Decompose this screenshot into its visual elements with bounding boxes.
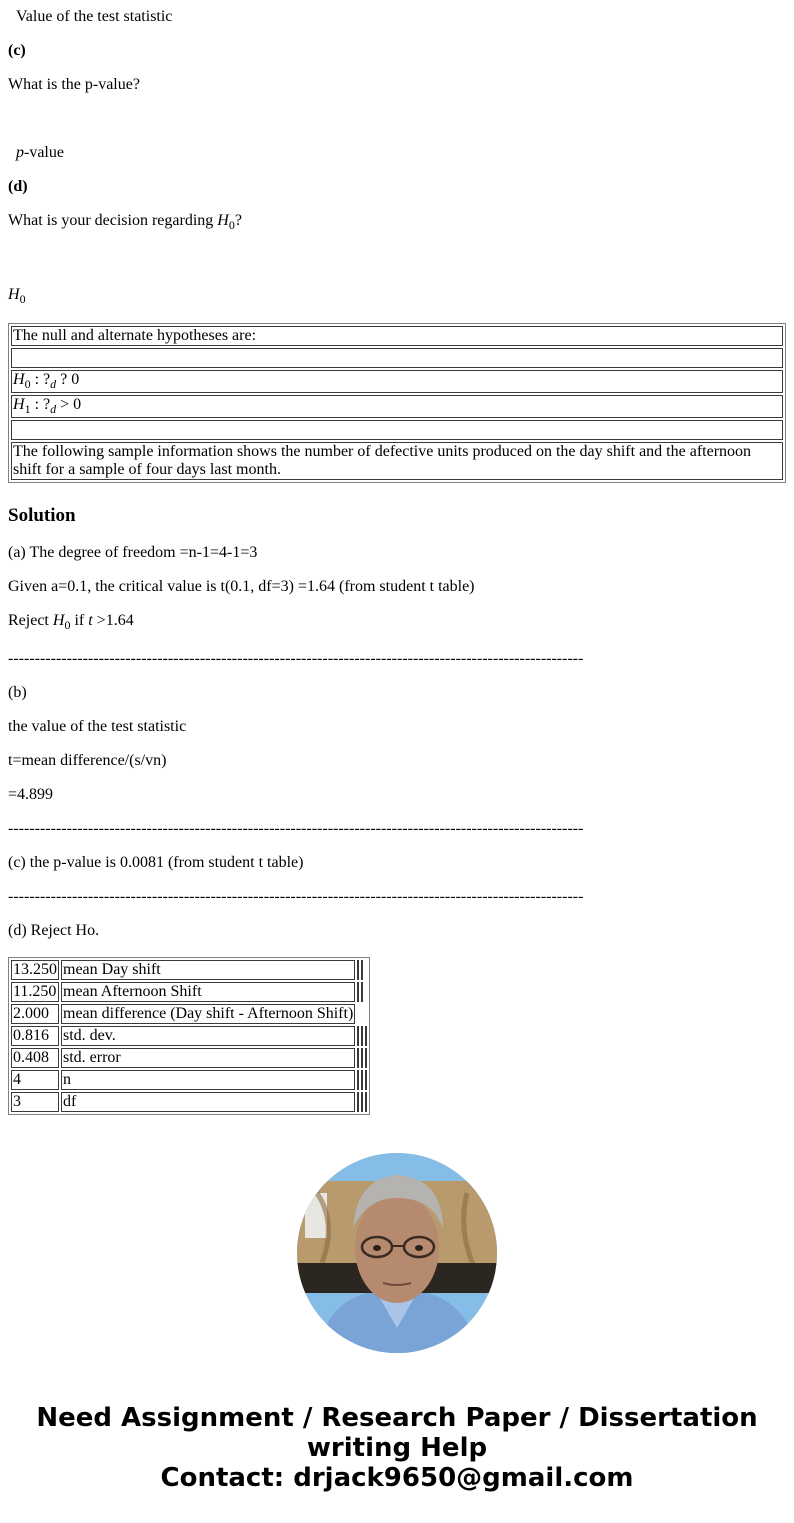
promo-line-1: Need Assignment / Research Paper / Dissertation bbox=[36, 1403, 758, 1433]
separator-line: ------------------------------------------------------------------------------------------------------------ bbox=[8, 650, 584, 667]
promo-line-2: writing Help bbox=[306, 1433, 488, 1463]
separator-line: ------------------------------------------------------------------------------------------------------------ bbox=[8, 888, 584, 905]
table-row bbox=[11, 420, 783, 440]
table-row bbox=[11, 1048, 367, 1068]
part-c-question: What is the p-value? bbox=[8, 76, 140, 93]
part-d-heading: (d) bbox=[8, 178, 28, 195]
table-row bbox=[11, 1026, 367, 1046]
sample-info-text: The following sample information shows the number of defective units produced on the day shift and the afternoon shift for a sample of four days last month. bbox=[11, 442, 783, 480]
empty-cell bbox=[357, 1026, 359, 1046]
empty-cell bbox=[361, 960, 363, 980]
stat-value: 0.408 bbox=[11, 1048, 59, 1068]
table-row bbox=[11, 395, 783, 418]
empty-cell bbox=[365, 1026, 367, 1046]
stat-label: mean Afternoon Shift bbox=[61, 982, 355, 1002]
empty-cell bbox=[361, 1048, 363, 1068]
h0-decision-label: $H_0$ bbox=[8, 286, 26, 306]
empty-cell bbox=[365, 1070, 367, 1090]
stat-label: mean Day shift bbox=[61, 960, 355, 980]
part-a-critical-value: Given a=0.1, the critical value is t(0.1, df=3) =1.64 (from student t table) bbox=[8, 578, 475, 595]
table-row bbox=[11, 1004, 367, 1024]
stat-value: 13.250 bbox=[13, 961, 57, 978]
empty-cell bbox=[361, 982, 363, 1002]
part-b-heading: (b) bbox=[8, 684, 27, 701]
stat-label: std. dev. bbox=[61, 1026, 355, 1046]
stat-value: 3 bbox=[11, 1092, 59, 1112]
empty-cell bbox=[361, 1026, 363, 1046]
part-d-question: What is your decision regarding $H_0$? bbox=[8, 212, 242, 232]
tutor-avatar bbox=[297, 1153, 497, 1353]
empty-cell bbox=[361, 1070, 363, 1090]
table-row bbox=[11, 370, 783, 393]
promo-banner bbox=[0, 1403, 794, 1493]
part-a-degrees-of-freedom: (a) The degree of freedom =n-1=4-1=3 bbox=[8, 544, 258, 561]
empty-cell bbox=[11, 348, 783, 368]
person-photo-icon bbox=[297, 1153, 497, 1353]
part-c-answer: (c) the p-value is 0.0081 (from student t table) bbox=[8, 854, 304, 871]
stat-value: 0.816 bbox=[11, 1026, 59, 1046]
stat-label: df bbox=[61, 1092, 355, 1112]
alternate-hypothesis: $H_1$ : $?_d > 0$ bbox=[11, 395, 783, 418]
empty-cell bbox=[357, 1048, 359, 1068]
part-d-answer: (d) Reject Ho. bbox=[8, 922, 100, 939]
hypotheses-table bbox=[8, 323, 786, 483]
stat-label: n bbox=[61, 1070, 355, 1090]
statistics-table bbox=[8, 957, 370, 1115]
p-value-label: p-value bbox=[16, 144, 64, 161]
part-b-formula: t=mean difference/(s/vn) bbox=[8, 752, 167, 769]
stat-value: 4 bbox=[11, 1070, 59, 1090]
promo-contact-email: Contact: drjack9650@gmail.com bbox=[160, 1463, 634, 1493]
empty-cell bbox=[361, 1092, 363, 1112]
part-a-decision-rule: Reject $H_0$ if t >1.64 bbox=[8, 612, 134, 632]
hypotheses-intro: The null and alternate hypotheses are: bbox=[11, 326, 783, 346]
empty-cell bbox=[357, 982, 359, 1002]
stat-value: 11.250 bbox=[11, 982, 59, 1002]
null-hypothesis: $H_0$ : $?_d$ ? 0 bbox=[11, 370, 783, 393]
test-statistic-label: Value of the test statistic bbox=[16, 8, 173, 25]
table-row bbox=[11, 1070, 367, 1090]
table-row bbox=[11, 326, 783, 346]
empty-cell bbox=[11, 420, 783, 440]
table-row bbox=[11, 1092, 367, 1112]
part-b-result: =4.899 bbox=[8, 786, 54, 803]
table-row bbox=[11, 348, 783, 368]
empty-cell bbox=[365, 1092, 367, 1112]
empty-cell bbox=[357, 960, 359, 980]
table-row bbox=[11, 442, 783, 480]
part-b-label: the value of the test statistic bbox=[8, 718, 187, 735]
empty-cell bbox=[357, 1070, 359, 1090]
solution-heading: Solution bbox=[8, 505, 76, 526]
stat-value: 2.000 bbox=[11, 1004, 59, 1024]
part-c-heading: (c) bbox=[8, 42, 26, 59]
stat-label: mean difference (Day shift - Afternoon Shift) bbox=[63, 1005, 354, 1022]
table-row bbox=[11, 960, 367, 980]
table-row bbox=[11, 982, 367, 1002]
empty-cell bbox=[357, 1092, 359, 1112]
stat-label: std. error bbox=[61, 1048, 355, 1068]
empty-cell bbox=[365, 1048, 367, 1068]
separator-line: ------------------------------------------------------------------------------------------------------------ bbox=[8, 820, 584, 837]
